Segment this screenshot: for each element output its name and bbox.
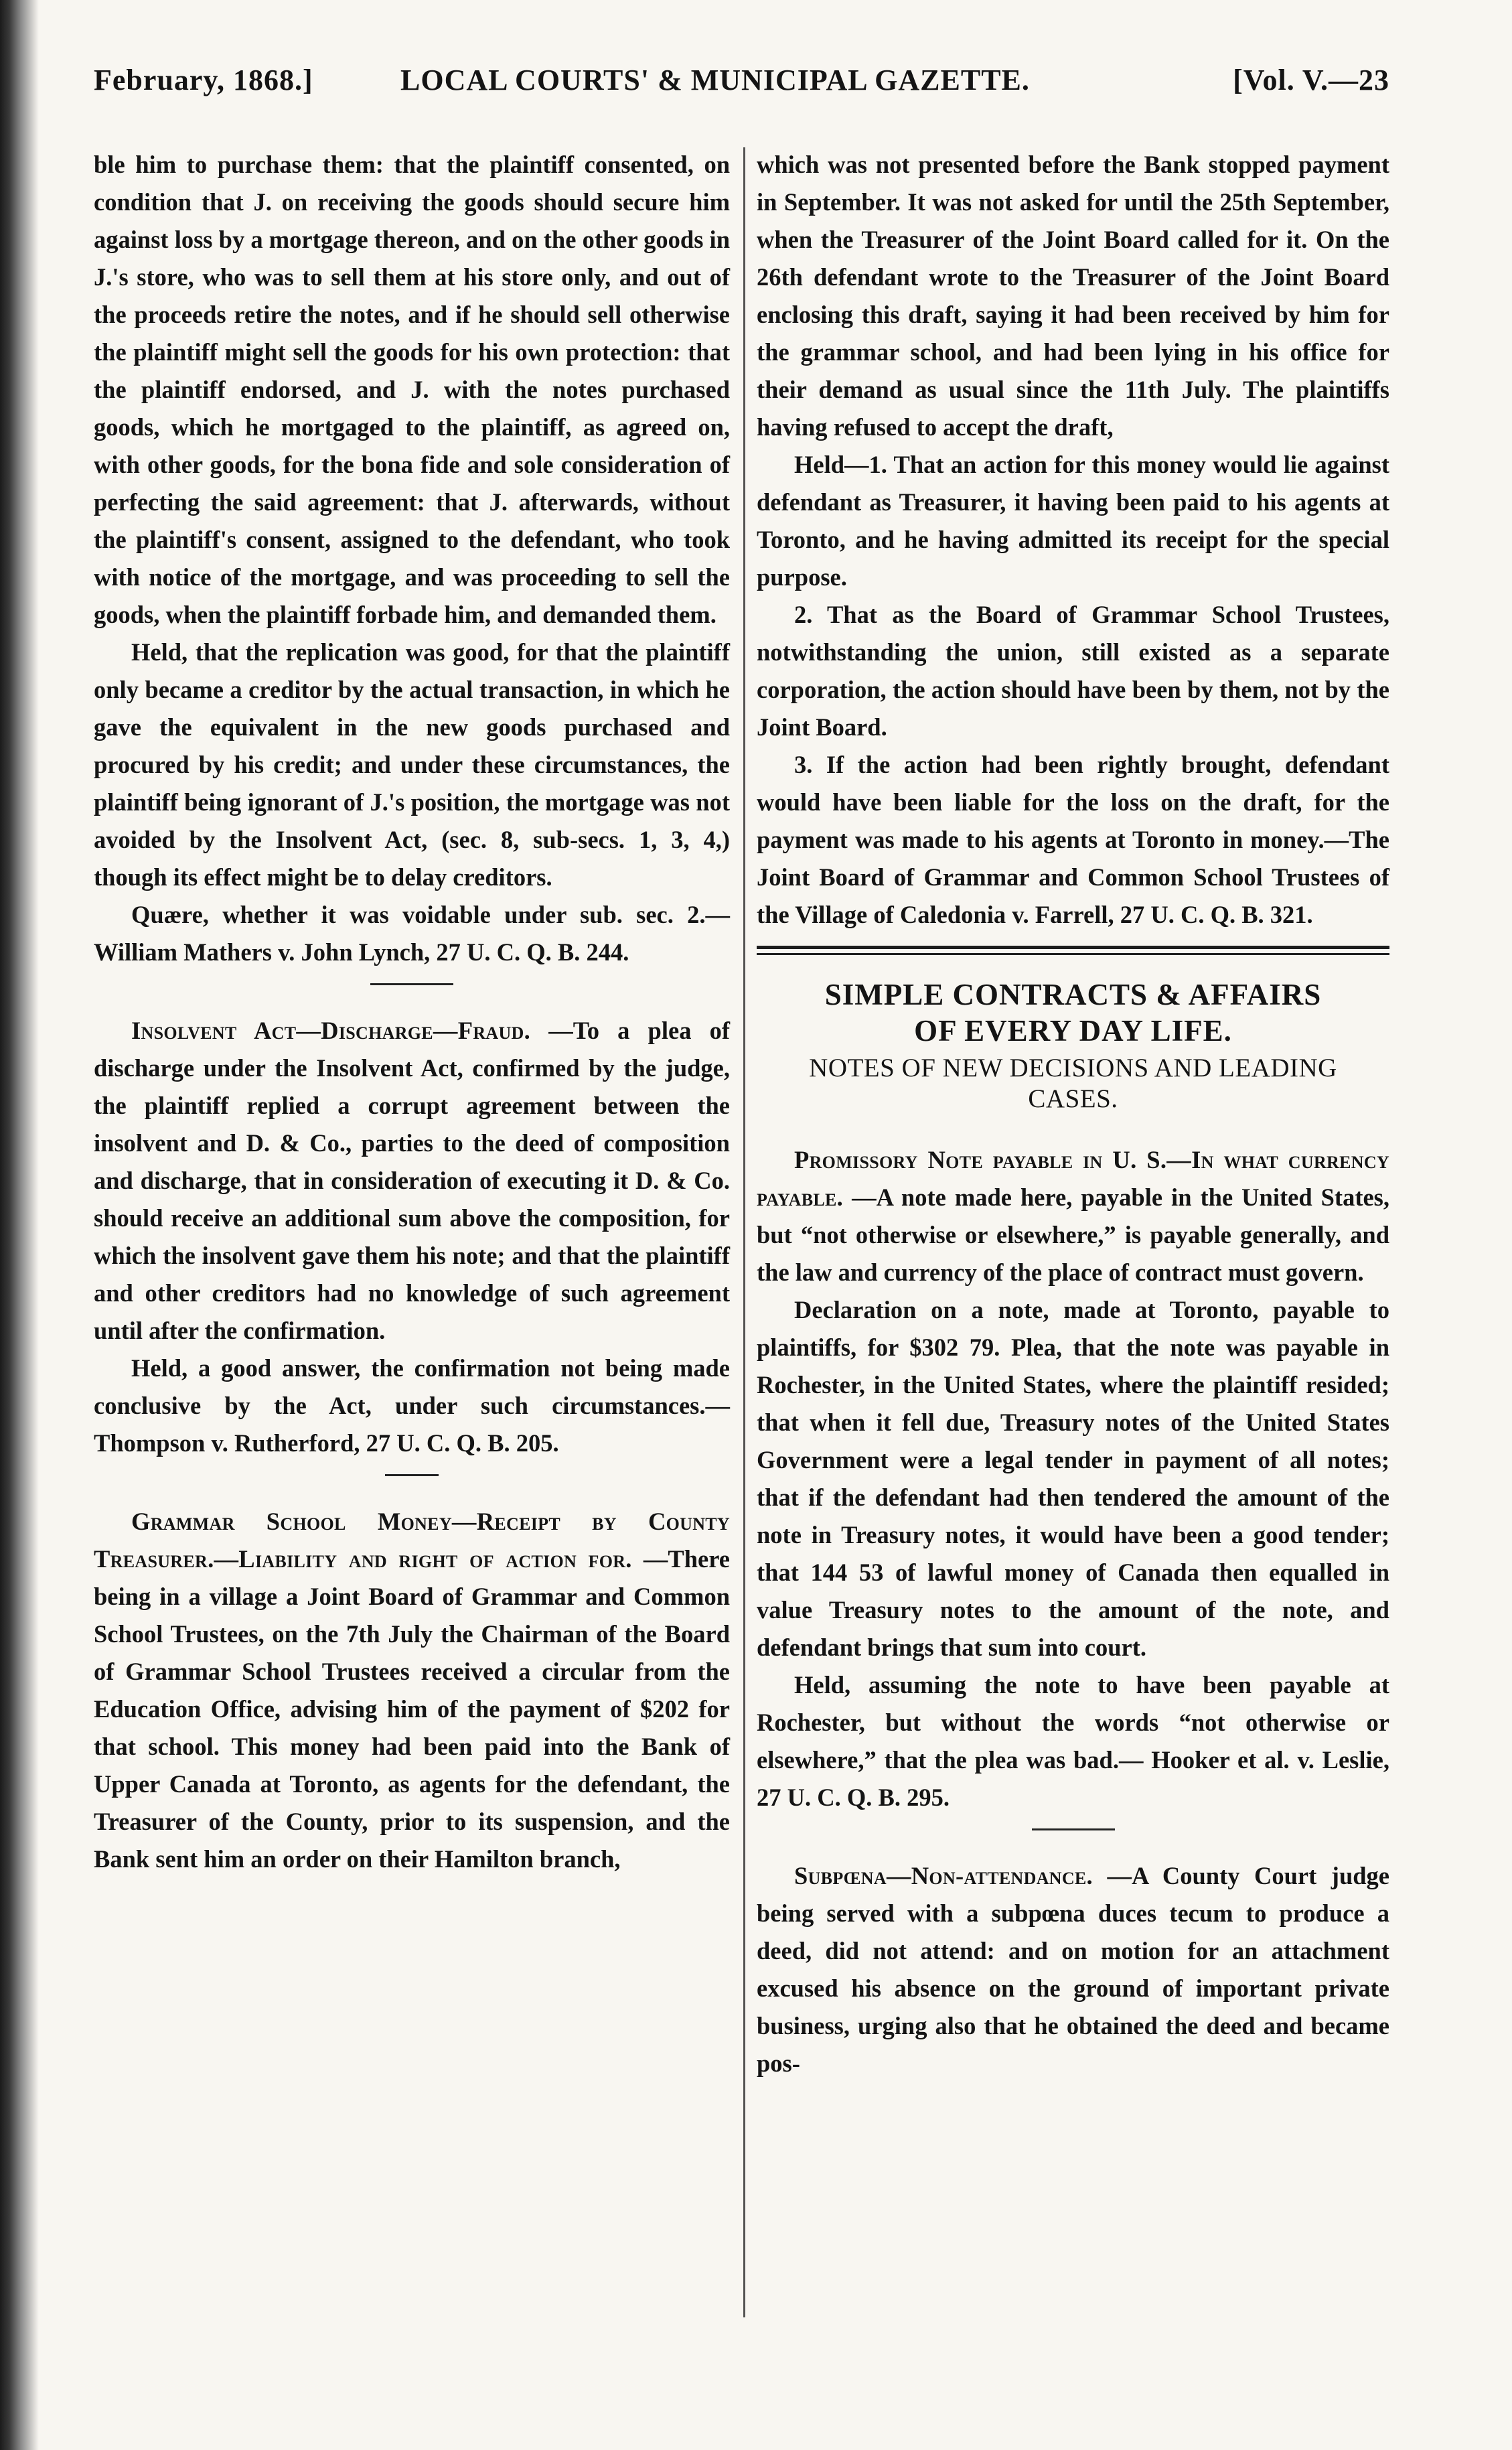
double-rule-top: [757, 946, 1389, 949]
header-volume: [Vol. V.—23: [1233, 64, 1389, 96]
section-subtitle-line-2: CASES.: [1028, 1084, 1118, 1113]
right-paragraph-8: [757, 1857, 1389, 2082]
right-paragraph-6: Declaration on a note, made at Toronto, payable to plaintiffs, for $302 79. Plea, that the note was payable in Rochester, in the United States, where the plaintiff resided; that when it fell due, Treasury notes of the United States Government were a legal tender in payment of all notes; that if the defendant had then tendered the amount of the note in Treasury notes, it would have been a good tender; that 144 53 of lawful money of Canada then equalled in value Treasury notes to the amount of the note, and defendant brings that sum into court.: [757, 1296, 1389, 1661]
left-paragraph-4: [94, 1012, 730, 1350]
page-header: [94, 63, 1389, 117]
left-paragraph-2: Held, that the replication was good, for that the plaintiff only became a creditor by the actual transaction, in which he gave the equivalent in the new goods purchased and procured by his credit; and under these circumstances, the plaintiff being ignorant of J.'s position, the mortgage was not avoided by the Insolvent Act, (sec. 8, sub-secs. 1, 3, 4,) though its effect might be to delay creditors.: [94, 638, 730, 891]
section-subtitle: [757, 1053, 1389, 1114]
binding-shadow: [0, 0, 39, 2450]
right-paragraph-5-heading: Promissory Note payable in U. S.—In what currency payable.: [757, 1146, 1389, 1211]
left-paragraph-4-heading: Insolvent Act—Discharge—Fraud.: [131, 1017, 531, 1044]
section-subtitle-line-1: NOTES OF NEW DECISIONS AND LEADING: [809, 1054, 1337, 1082]
section-title-line-2: OF EVERY DAY LIFE.: [914, 1014, 1232, 1048]
double-rule-bottom: [757, 953, 1389, 955]
right-paragraph-5-text: —A note made here, payable in the United States, but “not otherwise or elsewhere,” is payable generally, and the law and currency of the place of contract must govern.: [757, 1183, 1390, 1286]
left-paragraph-6-heading: Grammar School Money—Receipt by County Treasurer.—Liability and right of action for.: [94, 1508, 730, 1573]
right-column: [757, 146, 1389, 2082]
column-divider: [743, 147, 745, 2317]
header-date: February, 1868.]: [94, 64, 313, 96]
right-paragraph-8-text: —A County Court judge being served with a subpœna duces tecum to produce a deed, did not attend: and on motion for an attachment excused his absence on the ground of important private business, urging also that he obtained the deed and became pos-: [757, 1862, 1389, 2077]
section-title: [757, 977, 1389, 1049]
left-column: [94, 146, 730, 1878]
right-paragraph-4: 3. If the action had been rightly brought, defendant would have been liable for the loss on the draft, for the payment was made to his agents at Toronto in money.—The Joint Board of Grammar and Common School Trustees of the Village of Caledonia v. Farrell, 27 U. C. Q. B. 321.: [757, 751, 1389, 928]
left-paragraph-5: Held, a good answer, the confirmation not being made conclusive by the Act, under such circumstances.—Thompson v. Rutherford, 27 U. C. Q. B. 205.: [94, 1354, 730, 1457]
spacer: [757, 1114, 1389, 1141]
right-paragraph-1: which was not presented before the Bank stopped payment in September. It was not asked for until the 25th September, when the Treasurer of the Joint Board called for it. On the 26th defendant wrote to the Treasurer of the Joint Board enclosing this draft, saying it had been received by him for the grammar school, and had been lying in his office for their demand as usual since the 11th July. The plaintiffs having refused to accept the draft,: [757, 151, 1389, 441]
section-double-rule: [757, 946, 1389, 958]
left-paragraph-6: [94, 1503, 730, 1878]
right-paragraph-3: 2. That as the Board of Grammar School Trustees, notwithstanding the union, still existed as a separate corporation, the action should have been by them, not by the Joint Board.: [757, 601, 1389, 741]
spacer: [94, 985, 730, 1012]
right-paragraph-2: Held—1. That an action for this money would lie against defendant as Treasurer, it having been paid to his agents at Toronto, and he having admitted its receipt for the special purpose.: [757, 451, 1389, 591]
left-paragraph-4-text: —To a plea of discharge under the Insolvent Act, confirmed by the judge, the plaintiff replied a corrupt agreement between the insolvent and D. & Co., parties to the deed of composition and discharge, that in consideration of executing it D. & Co. should receive an additional sum above the composition, for which the insolvent gave them his note; and that the plaintiff and other creditors had no knowledge of such agreement until after the confirmation.: [94, 1017, 731, 1344]
right-paragraph-8-heading: Subpœna—Non-attendance.: [794, 1862, 1093, 1889]
spacer: [94, 1476, 730, 1503]
left-paragraph-6-text: —There being in a village a Joint Board of Grammar and Common School Trustees, on the 7th July the Chairman of the Board of Grammar School Trustees received a circular from the Education Office, advising him of the payment of $202 for that school. This money had been paid into the Bank of Upper Canada at Toronto, as agents for the defendant, the Treasurer of the County, prior to its suspension, and the Bank sent him an order on their Hamilton branch,: [94, 1545, 730, 1873]
section-title-line-1: SIMPLE CONTRACTS & AFFAIRS: [824, 978, 1322, 1011]
spacer: [757, 1830, 1389, 1857]
header-title: LOCAL COURTS' & MUNICIPAL GAZETTE.: [400, 64, 1030, 96]
right-paragraph-5: [757, 1141, 1389, 1291]
left-paragraph-1: ble him to purchase them: that the plaintiff consented, on condition that J. on receiving the goods should secure him against loss by a mortgage thereon, and on the other goods in J.'s store, who was to sell them at his store only, and out of the proceeds retire the notes, and if he should sell otherwise the plaintiff might sell the goods for his own protection: that the plaintiff endorsed, and J. with the notes purchased goods, which he mortgaged to the plaintiff, as agreed on, with other goods, for the bona fide and sole consideration of perfecting the said agreement: that J. afterwards, without the plaintiff's consent, assigned to the defendant, who took with notice of the mortgage, and was proceeding to sell the goods, when the plaintiff forbade him, and demanded them.: [94, 151, 730, 628]
left-paragraph-3: Quære, whether it was voidable under sub. sec. 2.—William Mathers v. John Lynch, 27 U. C. Q. B. 244.: [94, 901, 730, 966]
right-paragraph-7: Held, assuming the note to have been payable at Rochester, but without the words “not otherwise or elsewhere,” that the plea was bad.— Hooker et al. v. Leslie, 27 U. C. Q. B. 295.: [757, 1671, 1389, 1811]
